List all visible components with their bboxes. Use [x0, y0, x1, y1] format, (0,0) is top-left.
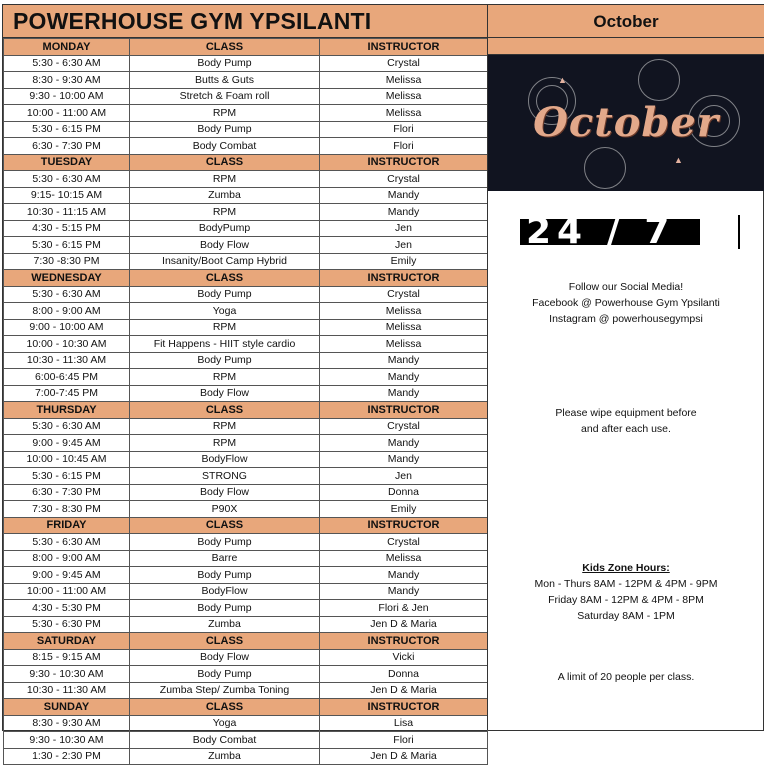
class-cell: Fit Happens - HIIT style cardio — [130, 336, 320, 353]
table-row — [4, 501, 488, 518]
instructor-cell: Mandy — [320, 204, 488, 221]
class-cell: RPM — [130, 105, 320, 122]
class-cell: Body Pump — [130, 121, 320, 138]
table-row — [4, 352, 488, 369]
time-cell: 9:30 - 10:00 AM — [4, 88, 130, 105]
instructor-header: INSTRUCTOR — [320, 517, 488, 534]
instagram-line: Instagram @ powerhousegympsi — [549, 313, 703, 325]
instructor-cell: Crystal — [320, 171, 488, 188]
table-row — [4, 715, 488, 732]
table-row — [4, 616, 488, 633]
table-row — [4, 468, 488, 485]
instructor-header: INSTRUCTOR — [320, 699, 488, 716]
day-header-row — [4, 154, 488, 171]
instructor-cell: Donna — [320, 484, 488, 501]
day-name: TUESDAY — [4, 154, 130, 171]
accent-strip — [488, 38, 764, 55]
instructor-cell: Lisa — [320, 715, 488, 732]
day-header-row — [4, 699, 488, 716]
class-header: CLASS — [130, 154, 320, 171]
table-row — [4, 171, 488, 188]
instructor-cell: Melissa — [320, 105, 488, 122]
day-name: SUNDAY — [4, 699, 130, 716]
day-name: SATURDAY — [4, 633, 130, 650]
time-cell: 9:30 - 10:30 AM — [4, 666, 130, 683]
day-header-row — [4, 633, 488, 650]
schedule-sheet — [2, 4, 764, 763]
time-cell: 8:00 - 9:00 AM — [4, 303, 130, 320]
class-cell: Body Combat — [130, 138, 320, 155]
class-cell: STRONG — [130, 468, 320, 485]
instructor-cell: Flori & Jen — [320, 600, 488, 617]
banner-lettering: October — [533, 99, 719, 146]
time-cell: 7:30 -8:30 PM — [4, 253, 130, 270]
class-cell: RPM — [130, 369, 320, 386]
class-cell: Body Flow — [130, 385, 320, 402]
time-cell: 9:30 - 10:30 AM — [4, 732, 130, 749]
table-row — [4, 583, 488, 600]
instructor-cell: Melissa — [320, 319, 488, 336]
class-cell: BodyFlow — [130, 451, 320, 468]
table-row — [4, 682, 488, 699]
table-row — [4, 303, 488, 320]
class-cell: Butts & Guts — [130, 72, 320, 89]
instructor-cell: Vicki — [320, 649, 488, 666]
time-cell: 6:30 - 7:30 PM — [4, 484, 130, 501]
instructor-cell: Crystal — [320, 418, 488, 435]
time-cell: 10:00 - 10:30 AM — [4, 336, 130, 353]
class-cell: BodyFlow — [130, 583, 320, 600]
instructor-cell: Jen — [320, 468, 488, 485]
table-row — [4, 732, 488, 749]
time-cell: 8:30 - 9:30 AM — [4, 72, 130, 89]
instructor-cell: Flori — [320, 138, 488, 155]
instructor-cell: Jen D & Maria — [320, 682, 488, 699]
instructor-cell: Melissa — [320, 303, 488, 320]
instructor-cell: Mandy — [320, 583, 488, 600]
class-header: CLASS — [130, 270, 320, 287]
time-cell: 5:30 - 6:15 PM — [4, 121, 130, 138]
table-row — [4, 121, 488, 138]
instructor-cell: Crystal — [320, 286, 488, 303]
table-row — [4, 138, 488, 155]
time-cell: 5:30 - 6:15 PM — [4, 237, 130, 254]
social-line: Follow our Social Media! — [568, 281, 684, 293]
spiderweb-icon — [638, 59, 680, 101]
spiderweb-icon — [584, 147, 626, 189]
time-cell: 5:30 - 6:30 AM — [4, 286, 130, 303]
instructor-header: INSTRUCTOR — [320, 39, 488, 56]
wipe-notice — [488, 405, 764, 437]
instructor-cell: Donna — [320, 666, 488, 683]
class-cell: Body Flow — [130, 649, 320, 666]
table-row — [4, 600, 488, 617]
table-row — [4, 187, 488, 204]
instructor-cell: Jen D & Maria — [320, 616, 488, 633]
instructor-cell: Jen — [320, 237, 488, 254]
day-name: WEDNESDAY — [4, 270, 130, 287]
table-row — [4, 286, 488, 303]
instructor-cell: Crystal — [320, 55, 488, 72]
class-cell: RPM — [130, 171, 320, 188]
table-row — [4, 369, 488, 386]
time-cell: 10:00 - 10:45 AM — [4, 451, 130, 468]
kids-zone-line: Saturday 8AM - 1PM — [577, 610, 675, 622]
class-cell: RPM — [130, 435, 320, 452]
class-cell: Yoga — [130, 715, 320, 732]
october-banner — [488, 55, 764, 191]
class-cell: P90X — [130, 501, 320, 518]
class-cell: Zumba — [130, 616, 320, 633]
time-cell: 7:00-7:45 PM — [4, 385, 130, 402]
kids-zone-info — [488, 560, 764, 624]
wipe-line: Please wipe equipment before — [555, 407, 697, 419]
time-cell: 4:30 - 5:15 PM — [4, 220, 130, 237]
instructor-cell: Emily — [320, 253, 488, 270]
class-cell: Insanity/Boot Camp Hybrid — [130, 253, 320, 270]
class-cell: Body Pump — [130, 666, 320, 683]
gym-title: POWERHOUSE GYM YPSILANTI — [3, 5, 487, 38]
schedule-table — [3, 38, 488, 765]
time-cell: 8:00 - 9:00 AM — [4, 550, 130, 567]
day-header-row — [4, 402, 488, 419]
table-row — [4, 567, 488, 584]
class-cell: RPM — [130, 418, 320, 435]
time-cell: 7:30 - 8:30 PM — [4, 501, 130, 518]
time-cell: 10:30 - 11:30 AM — [4, 352, 130, 369]
day-name: FRIDAY — [4, 517, 130, 534]
facebook-line: Facebook @ Powerhouse Gym Ypsilanti — [532, 297, 720, 309]
time-cell: 10:30 - 11:30 AM — [4, 682, 130, 699]
social-media-info — [488, 279, 764, 327]
table-row — [4, 534, 488, 551]
instructor-cell: Mandy — [320, 451, 488, 468]
table-row — [4, 451, 488, 468]
time-cell: 8:15 - 9:15 AM — [4, 649, 130, 666]
wipe-line: and after each use. — [581, 423, 671, 435]
class-cell: Body Flow — [130, 237, 320, 254]
bat-icon: ▲ — [558, 75, 567, 85]
instructor-cell: Mandy — [320, 385, 488, 402]
class-cell: Body Pump — [130, 286, 320, 303]
instructor-cell: Mandy — [320, 567, 488, 584]
table-row — [4, 253, 488, 270]
class-cell: RPM — [130, 204, 320, 221]
class-cell: Body Pump — [130, 600, 320, 617]
table-row — [4, 666, 488, 683]
instructor-cell: Jen — [320, 220, 488, 237]
kids-zone-line: Mon - Thurs 8AM - 12PM & 4PM - 9PM — [534, 578, 718, 590]
instructor-header: INSTRUCTOR — [320, 633, 488, 650]
class-cell: Body Pump — [130, 534, 320, 551]
time-cell: 5:30 - 6:30 AM — [4, 534, 130, 551]
class-header: CLASS — [130, 402, 320, 419]
table-row — [4, 484, 488, 501]
kids-zone-title: Kids Zone Hours: — [582, 562, 670, 574]
table-row — [4, 418, 488, 435]
table-row — [4, 748, 488, 765]
instructor-header: INSTRUCTOR — [320, 154, 488, 171]
class-header: CLASS — [130, 39, 320, 56]
time-cell: 6:00-6:45 PM — [4, 369, 130, 386]
table-row — [4, 319, 488, 336]
time-cell: 5:30 - 6:30 AM — [4, 418, 130, 435]
instructor-cell: Mandy — [320, 435, 488, 452]
day-header-row — [4, 517, 488, 534]
day-name: THURSDAY — [4, 402, 130, 419]
class-cell: Zumba — [130, 748, 320, 765]
time-cell: 4:30 - 5:30 PM — [4, 600, 130, 617]
table-row — [4, 55, 488, 72]
open-24-7-sign — [520, 211, 740, 252]
instructor-cell: Mandy — [320, 369, 488, 386]
class-header: CLASS — [130, 517, 320, 534]
table-row — [4, 105, 488, 122]
class-cell: Barre — [130, 550, 320, 567]
class-cell: Body Pump — [130, 567, 320, 584]
table-row — [4, 385, 488, 402]
time-cell: 5:30 - 6:15 PM — [4, 468, 130, 485]
time-cell: 5:30 - 6:30 AM — [4, 55, 130, 72]
class-cell: Body Flow — [130, 484, 320, 501]
table-row — [4, 204, 488, 221]
sign-text: 24 / 7 — [526, 211, 676, 252]
time-cell: 10:00 - 11:00 AM — [4, 105, 130, 122]
instructor-cell: Melissa — [320, 72, 488, 89]
time-cell: 5:30 - 6:30 AM — [4, 171, 130, 188]
instructor-cell: Flori — [320, 732, 488, 749]
instructor-cell: Melissa — [320, 336, 488, 353]
class-cell: RPM — [130, 319, 320, 336]
class-cell: Yoga — [130, 303, 320, 320]
instructor-cell: Flori — [320, 121, 488, 138]
time-cell: 10:00 - 11:00 AM — [4, 583, 130, 600]
table-row — [4, 649, 488, 666]
time-cell: 10:30 - 11:15 AM — [4, 204, 130, 221]
instructor-cell: Emily — [320, 501, 488, 518]
table-row — [4, 88, 488, 105]
class-limit-notice: A limit of 20 people per class. — [557, 671, 695, 683]
instructor-cell: Jen D & Maria — [320, 748, 488, 765]
class-cell: BodyPump — [130, 220, 320, 237]
class-cell: Zumba — [130, 187, 320, 204]
class-header: CLASS — [130, 699, 320, 716]
class-cell: Body Pump — [130, 55, 320, 72]
time-cell: 9:00 - 9:45 AM — [4, 567, 130, 584]
table-row — [4, 336, 488, 353]
table-row — [4, 237, 488, 254]
bat-icon: ▲ — [674, 155, 683, 165]
time-cell: 9:00 - 10:00 AM — [4, 319, 130, 336]
class-cell: Stretch & Foam roll — [130, 88, 320, 105]
info-panel — [487, 5, 764, 730]
time-cell: 9:15- 10:15 AM — [4, 187, 130, 204]
class-cell: Body Combat — [130, 732, 320, 749]
time-cell: 5:30 - 6:30 PM — [4, 616, 130, 633]
time-cell: 1:30 - 2:30 PM — [4, 748, 130, 765]
class-cell: Body Pump — [130, 352, 320, 369]
table-row — [4, 435, 488, 452]
kids-zone-line: Friday 8AM - 12PM & 4PM - 8PM — [548, 594, 704, 606]
instructor-cell: Melissa — [320, 88, 488, 105]
table-row — [4, 220, 488, 237]
time-cell: 6:30 - 7:30 PM — [4, 138, 130, 155]
time-cell: 9:00 - 9:45 AM — [4, 435, 130, 452]
table-row — [4, 72, 488, 89]
instructor-cell: Crystal — [320, 534, 488, 551]
schedule-panel — [3, 5, 487, 765]
instructor-header: INSTRUCTOR — [320, 270, 488, 287]
class-cell: Zumba Step/ Zumba Toning — [130, 682, 320, 699]
table-row — [4, 550, 488, 567]
instructor-header: INSTRUCTOR — [320, 402, 488, 419]
day-header-row — [4, 39, 488, 56]
day-header-row — [4, 270, 488, 287]
class-header: CLASS — [130, 633, 320, 650]
instructor-cell: Melissa — [320, 550, 488, 567]
instructor-cell: Mandy — [320, 187, 488, 204]
instructor-cell: Mandy — [320, 352, 488, 369]
day-name: MONDAY — [4, 39, 130, 56]
time-cell: 8:30 - 9:30 AM — [4, 715, 130, 732]
month-header: October — [488, 5, 764, 38]
